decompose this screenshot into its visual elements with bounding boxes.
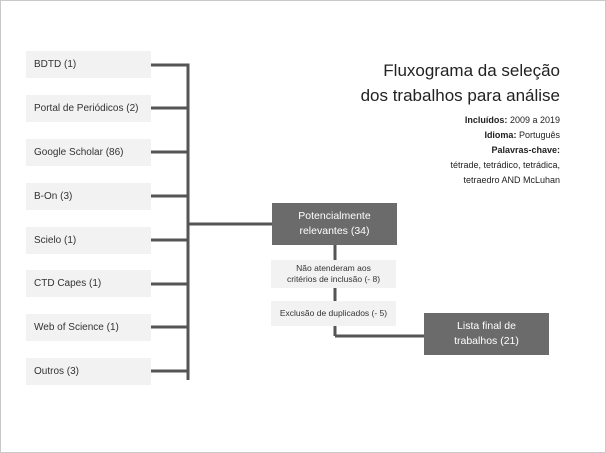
source-web-of-science: Web of Science (1) — [26, 314, 151, 341]
included-row — [450, 113, 560, 128]
relevant-box — [272, 203, 397, 245]
keywords-line2: tetraedro AND McLuhan — [463, 175, 560, 185]
diagram-title — [361, 58, 560, 108]
title-line2: dos trabalhos para análise — [360, 86, 560, 105]
source-bdtd: BDTD (1) — [26, 51, 151, 78]
keywords-line1: tétrade, tetrádico, tetrádica, — [450, 160, 560, 170]
final-list-box — [424, 313, 549, 355]
source-b-on: B-On (3) — [26, 183, 151, 210]
final-line2: trabalhos (21) — [454, 335, 519, 347]
source-outros: Outros (3) — [26, 358, 151, 385]
excluded-duplicates-box — [271, 301, 396, 326]
language-row — [450, 128, 560, 143]
final-line1: Lista final de — [457, 320, 516, 332]
included-label: Incluídos: — [464, 115, 508, 125]
source-portal-periodicos: Portal de Periódicos (2) — [26, 95, 151, 122]
keywords-label: Palavras-chave: — [491, 145, 560, 155]
excluded-criteria-line1: Não atenderam aos — [296, 263, 371, 273]
source-google-scholar: Google Scholar (86) — [26, 139, 151, 166]
selection-info — [450, 113, 560, 188]
language-label: Idioma: — [484, 130, 517, 140]
language-value: Português — [518, 130, 560, 140]
relevant-line2: relevantes (34) — [299, 225, 370, 237]
source-ctd-capes: CTD Capes (1) — [26, 270, 151, 297]
keywords-label-row — [450, 143, 560, 158]
relevant-line1: Potencialmente — [298, 210, 371, 222]
excluded-duplicates-label: Exclusão de duplicados (- 5) — [279, 308, 388, 318]
title-line1: Fluxograma da seleção — [383, 61, 560, 80]
included-value: 2009 a 2019 — [509, 115, 560, 125]
source-scielo: Scielo (1) — [26, 227, 151, 254]
excluded-criteria-line2: critérios de inclusão (- 8) — [286, 274, 381, 284]
excluded-criteria-box — [271, 260, 396, 288]
